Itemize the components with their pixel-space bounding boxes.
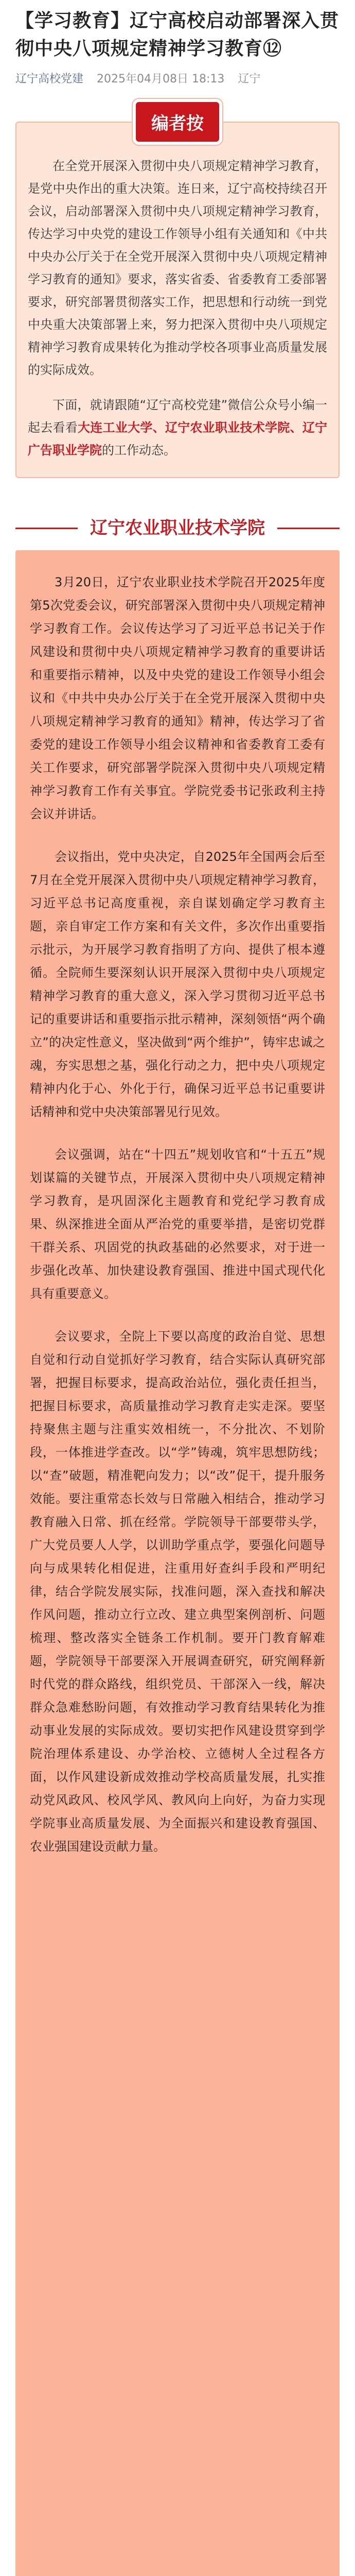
publish-location: 辽宁 [238,73,261,86]
account-name-link[interactable]: 辽宁高校党建 [15,73,84,86]
section-title: 辽宁农业职业技术学院 [78,515,277,541]
editor-note-text: 的工作动态。 [102,443,176,457]
editor-note-text: 下面，就请跟随“辽宁高校党建”微信公众号小编一起去看看 [28,398,327,435]
article-body [15,550,340,2576]
article-header [0,0,355,88]
article-paragraph: 会议强调，站在“十四五”规划收官和“十五五”规划谋篇的关键节点，开展深入贯彻中央八项规定精神学习教育，是巩固深化主题教育和党纪学习教育成果、纵深推进全面从严治党的重要举措，是密切党群干群关系、巩固党的执政基础的必然要求，对于进一步强化改革、加快建设教育强国、推进中国式现代化具有重要意义。 [30,1147,325,1301]
article-title: 【学习教育】辽宁高校启动部署深入贯彻中央八项规定精神学习教育⑫ [15,10,340,59]
section-heading [15,515,340,541]
editor-note [15,113,340,478]
editor-note-paragraph: 在全党开展深入贯彻中央八项规定精神学习教育，是党中央作出的重大决策。连日来，辽宁高校持续召开会议，启动部署深入贯彻中央八项规定精神学习教育，传达学习中央党的建设工作领导小组有关通知和《中共中央办公厅关于在全党开展深入贯彻中央八项规定精神学习教育的通知》要求，落实省委、省委教育工委部署要求，研究部署贯彻落实工作，把思想和行动统一到党中央重大决策部署上来，努力把深入贯彻中央八项规定精神学习教育成果转化为推动学校各项事业高质量发展的实际成效。 [28,159,327,377]
article-paragraph: 会议要求，全院上下要以高度的政治自觉、思想自觉和行动自觉抓好学习教育，结合实际认真研究部署，把握目标要求，提高政治站位，强化责任担当，把握目标要求，高质量推动学习教育走实走深。要坚持聚焦主题与注重实效相统一，不分批次、不划阶段，一体推进学查改。以“学”铸魂，筑牢思想防线；以“查”破题，精准靶向发力；以“改”促干，提升服务效能。要注重常态长效与日常融入相结合，推动学习教育融入日常、抓在经常。学院领导干部要带头学，广大党员要人人学，以训助学重点学，要强化问题导向与成果转化相促进，注重用好查纠手段和严明纪律，结合学院发展实际，找准问题，深入查找和解决作风问题，推动立行立改、建立典型案例剖析、问题梳理、整改落实全链条工作机制。要开门教育解难题，学院领导干部要深入开展调查研究，研究阐释新时代党的群众路线，组织党员、干部深入一线，解决群众急难愁盼问题，有效推动学习教育结果转化为推动事业发展的实际成效。要切实把作风建设贯穿到学院治理体系建设、办学治校、立德树人全过程各方面，以作风建设新成效推动学校高质量发展，扎实推动党风政风、校风学风、教风向上向好，为奋力实现学院事业高质量发展、为全面振兴和建设教育强国、农业强国建设贡献力量。 [30,1329,325,1854]
editor-note-badge: 编者按 [136,102,219,142]
editor-note-paragraph [28,394,327,462]
highlighted-schools: 大连工业大学、辽宁农业职业技术学院、辽宁广告职业学院 [28,420,328,457]
editor-note-box [15,122,340,478]
article-paragraph: 会议指出，党中央决定，自2025年全国两会后至7月在全党开展深入贯彻中央八项规定精神学习教育，习近平总书记高度重视，亲自谋划确定学习教育主题，亲自审定工作方案和有关文件，多次作出重要指示批示，为开展学习教育指明了方向、提供了根本遵循。全院师生要深刻认识开展深入贯彻中央八项规定精神学习教育的重大意义，深入学习贯彻习近平总书记的重要讲话和重要指示批示精神，深刻领悟“两个确立”的决定性意义，坚决做到“两个维护”，铸牢忠诚之魂，夯实思想之基，强化行动之力，把中央八项规定精神内化于心、外化于行，确保习近平总书记重要讲话精神和党中央决策部署见行见效。 [30,850,325,1119]
article-meta [15,71,340,88]
publish-datetime: 2025年04月08日 18:13 [97,73,225,86]
article-paragraph: 3月20日，辽宁农业职业技术学院召开2025年度第5次党委会议，研究部署深入贯彻中央八项规定精神学习教育工作。会议传达学习了习近平总书记关于作风建设和贯彻中央八项规定精神学习教育的重要讲话和重要指示精神，以及中央党的建设工作领导小组会议和《中共中央办公厅关于在全党开展深入贯彻中央八项规定精神学习教育的通知》精神，传达学习了省委党的建设工作领导小组会议精神和省委教育工委有关工作要求，研究部署学院深入贯彻中央八项规定精神学习教育工作有关事宜。学院党委书记张政利主持会议并讲话。 [30,575,325,821]
